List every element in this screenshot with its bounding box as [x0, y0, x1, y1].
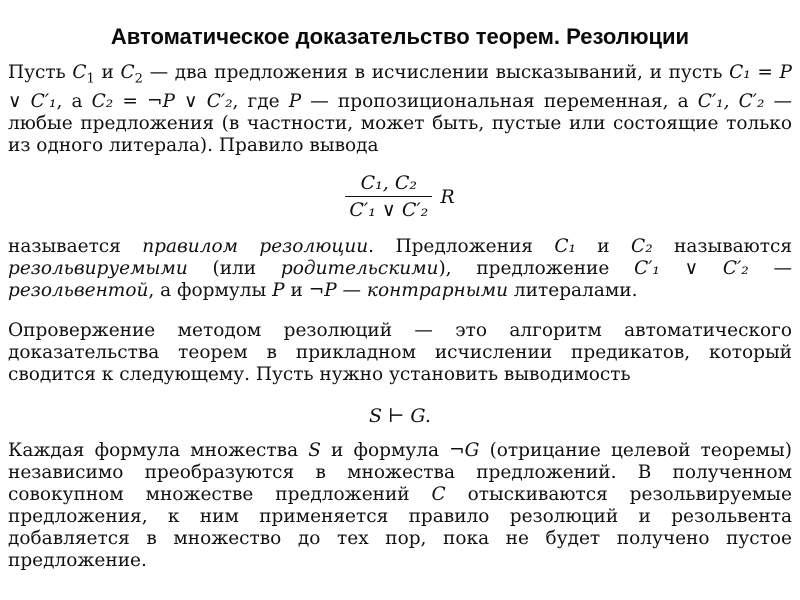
- text: называются: [652, 236, 793, 257]
- math-p: P: [272, 280, 285, 301]
- text: Каждая формула множества: [8, 440, 309, 461]
- math-eq1: C₁ = P ∨ C′₁: [8, 62, 792, 112]
- text: (или: [187, 258, 281, 279]
- rule-label: R: [440, 185, 455, 208]
- text: литералами.: [508, 280, 638, 301]
- math-c-primes: C′₁, C′₂: [697, 90, 765, 112]
- paragraph-naming: [8, 236, 792, 302]
- math-c2: $C_2$: [120, 62, 143, 87]
- paragraph-procedure: [8, 440, 792, 572]
- text: , а: [56, 90, 92, 112]
- paragraph-definition: [8, 62, 792, 157]
- rule-fraction: [345, 172, 432, 221]
- paragraph-refutation: Опровержение методом резолюций — это алгоритм автоматического доказательства теорем в прикладном исчислении предикатов, который сводится к следующему. Пусть нужно установить выводимость: [8, 320, 792, 385]
- math-resolvent: C′₁ ∨ C′₂: [634, 258, 749, 279]
- text: и: [94, 62, 121, 83]
- math-c1: $C_1$: [72, 62, 95, 87]
- math-p: P: [288, 90, 302, 112]
- math-not-p: ¬P: [308, 280, 337, 301]
- term-parent: родительскими: [280, 258, 439, 279]
- math-not-g: ¬G: [449, 440, 480, 461]
- math-c2: C₂: [631, 236, 653, 257]
- text: Пусть: [8, 62, 73, 83]
- page-title: Автоматическое доказательство теорем. Резолюции: [110, 24, 690, 49]
- term-resolvent: резольвентой: [8, 280, 149, 301]
- text: —: [336, 280, 367, 301]
- math-c: C: [431, 484, 446, 505]
- text: (отрицание целевой теоремы) независимо преобразуются в множества предложений. В полученном совокупном множестве предложений: [8, 440, 792, 505]
- text: — любые предложения (в частности, может быть, пустые или состоящие только из одного литерала). Правило вывода: [8, 90, 792, 156]
- derivability-formula: S ⊢ G.: [369, 405, 431, 427]
- text: ), предложение: [438, 258, 635, 279]
- resolution-rule: [0, 172, 800, 221]
- text: . Предложения: [368, 236, 555, 257]
- text: и: [284, 280, 309, 301]
- text: отыскиваются резольвируемые предложения, к ним применяется правило резолюций и резольвента добавляется в множество до тех пор, пока не будет получено пустое предложение.: [8, 484, 792, 571]
- text: называется: [8, 236, 143, 257]
- term-contrary: контрарными: [366, 280, 509, 301]
- term-resolution-rule: правилом резолюции: [142, 236, 369, 257]
- text: — два предложения в исчислении высказываний, и пусть: [142, 62, 730, 83]
- text: , а формулы: [148, 280, 273, 301]
- text: , где: [232, 90, 289, 112]
- math-eq2: C₂ = ¬P ∨ C′₂: [91, 90, 233, 112]
- term-resolvable: резольвируемыми: [8, 258, 188, 279]
- rule-denominator: C′₁ ∨ C′₂: [345, 196, 432, 221]
- text: и формула: [320, 440, 450, 461]
- rule-numerator: C₁, C₂: [360, 172, 418, 194]
- math-s: S: [308, 440, 321, 461]
- math-c1: C₁: [554, 236, 576, 257]
- text: —: [748, 258, 792, 279]
- text: — пропозициональная переменная, а: [301, 90, 698, 112]
- text: и: [575, 236, 632, 257]
